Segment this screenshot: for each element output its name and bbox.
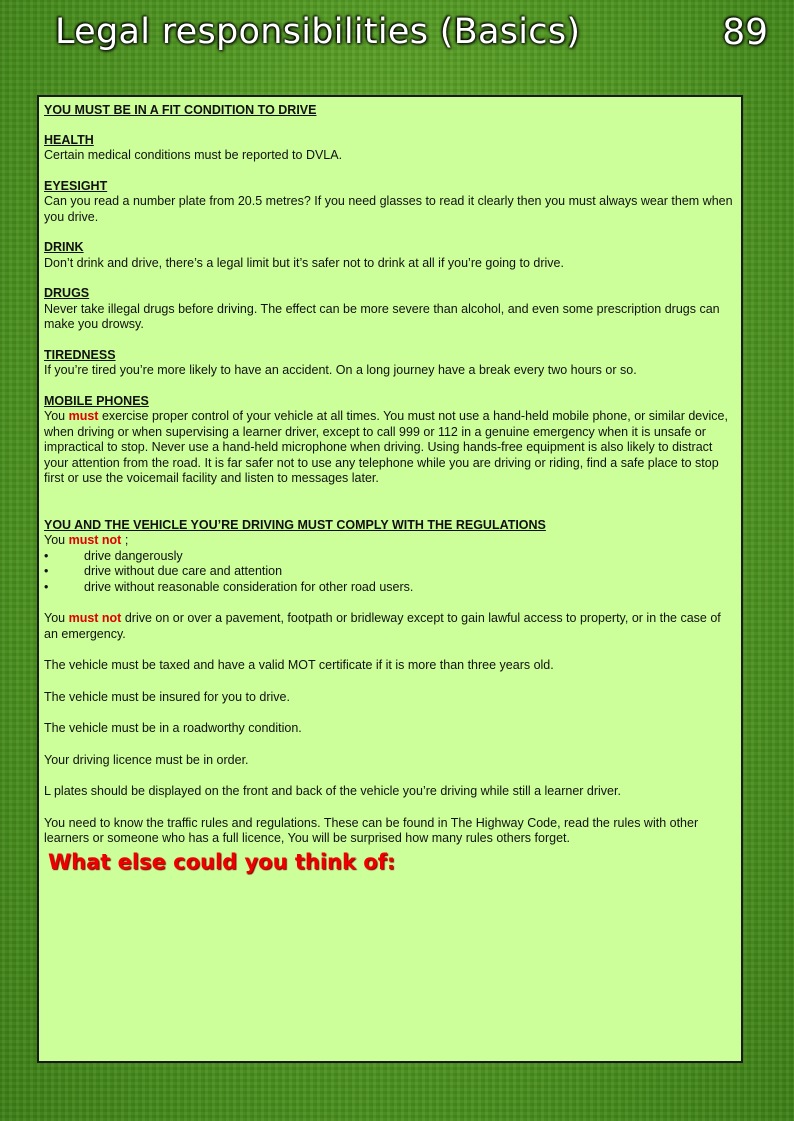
mobile-section — [44, 394, 736, 487]
mobile-emphasis: must — [68, 409, 99, 423]
regulation-paragraph: Your driving licence must be in order. — [44, 752, 249, 767]
page-header — [0, 0, 794, 80]
bullet-icon: • — [44, 548, 49, 563]
list-item: • drive without reasonable consideration for other road users. — [44, 579, 414, 594]
pavement-text: drive on or over a pavement, footpath or bridleway except to gain lawful access to property, or in the case of an emergency. — [44, 611, 721, 641]
mobile-lead: You — [44, 409, 66, 423]
eyesight-heading: EYESIGHT — [44, 178, 108, 193]
eyesight-section — [44, 179, 736, 226]
health-section — [44, 133, 736, 164]
regulations-bullet-list — [44, 549, 736, 596]
mobile-text — [44, 409, 736, 487]
pavement-lead: You — [44, 611, 66, 625]
page-title: Legal responsibilities (Basics) — [55, 12, 581, 52]
intro-emphasis: must not — [68, 533, 122, 547]
regulations-intro — [44, 533, 736, 549]
bullet-icon: • — [44, 579, 49, 594]
regulation-paragraph: The vehicle must be in a roadworthy condition. — [44, 721, 302, 735]
prompt-heading: What else could you think of: — [48, 849, 396, 874]
drugs-text: Never take illegal drugs before driving. The effect can be more severe than alcohol, and even some prescription drugs can make you drowsy. — [44, 301, 720, 331]
mobile-heading: MOBILE PHONES — [44, 393, 149, 408]
regulation-paragraph: L plates should be displayed on the front and back of the vehicle you’re driving while still a learner driver. — [44, 784, 621, 798]
drink-text: Don’t drink and drive, there’s a legal limit but it’s safer not to drink at all if you’re going to drive. — [44, 255, 564, 270]
list-item: • drive dangerously — [44, 548, 183, 563]
pavement-emphasis: must not — [68, 611, 122, 625]
drugs-heading: DRUGS — [44, 286, 90, 300]
health-text: Certain medical conditions must be reported to DVLA. — [44, 148, 343, 162]
drink-section — [44, 240, 736, 271]
mobile-body: exercise proper control of your vehicle at all times. You must not use a hand-held mobile phone, or similar device, when driving or when supervising a learner driver, except to call 999 or 112 in a genuine emergency when it is unsafe or impractical to stop. Never use a hand-held microphone when driving. Using hands-free equipment is also likely to distract your attention from the road. It is far safer not to use any telephone while you are driving or riding, find a safe place to stop first or use the voicemail facility and listen to messages later. — [44, 409, 728, 485]
eyesight-text: Can you read a number plate from 20.5 metres? If you need glasses to read it clearly then you must always wear them when you drive. — [44, 194, 733, 224]
bullet-icon: • — [44, 564, 49, 578]
regulation-paragraph: The vehicle must be insured for you to drive. — [44, 689, 290, 704]
fit-condition-heading: YOU MUST BE IN A FIT CONDITION TO DRIVE — [44, 103, 317, 117]
regulation-paragraph: You need to know the traffic rules and regulations. These can be found in The Highway Code, read the rules with other learners or someone who has a full licence, You will be surprised how many rules others forget. — [44, 815, 699, 845]
intro-tail: ; — [124, 533, 129, 547]
drugs-section — [44, 286, 736, 333]
tiredness-section — [44, 348, 736, 379]
regulation-paragraph: The vehicle must be taxed and have a valid MOT certificate if it is more than three years old. — [44, 658, 554, 672]
list-item: • drive without due care and attention — [44, 564, 283, 578]
intro-lead: You — [44, 533, 66, 547]
health-heading: HEALTH — [44, 132, 94, 147]
content-panel — [37, 95, 743, 1063]
pavement-paragraph — [44, 611, 736, 642]
page-number: 89 — [722, 12, 768, 53]
tiredness-heading: TIREDNESS — [44, 347, 116, 362]
drink-heading: DRINK — [44, 240, 84, 254]
tiredness-text: If you’re tired you’re more likely to have an accident. On a long journey have a break every two hours or so. — [44, 363, 637, 377]
regulations-heading: YOU AND THE VEHICLE YOU’RE DRIVING MUST COMPLY WITH THE REGULATIONS — [44, 517, 546, 532]
